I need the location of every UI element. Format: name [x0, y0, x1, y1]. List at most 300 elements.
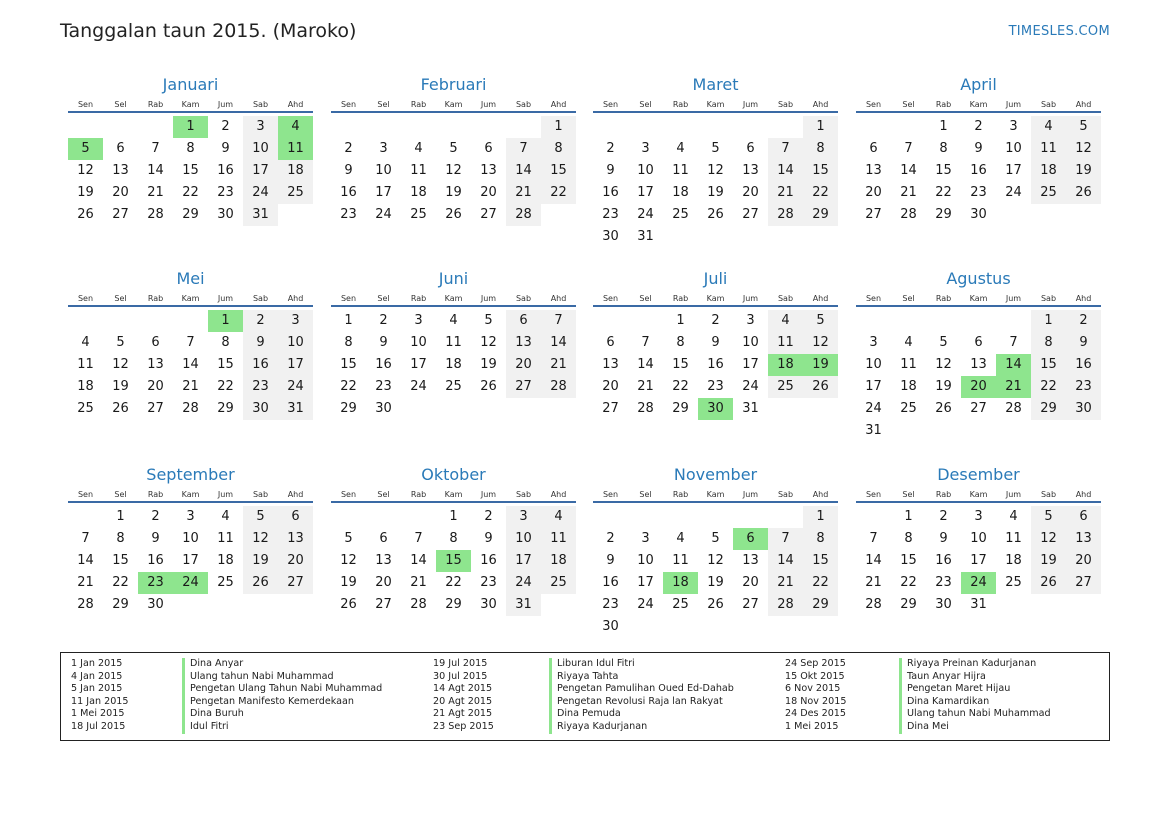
day-cell: 6	[379, 531, 388, 546]
day-cell: 12	[1066, 138, 1101, 160]
day-cell: 4	[81, 335, 90, 350]
day-cell: 19	[243, 550, 278, 572]
day-cell: 6	[484, 141, 493, 156]
weekday-label: Sab	[252, 490, 269, 499]
day-cell: 26	[112, 401, 129, 416]
days-grid	[68, 113, 313, 226]
day-cell: 16	[602, 185, 619, 200]
weekday-label: Sen	[865, 294, 882, 303]
day-cell: 19	[707, 575, 724, 590]
day-cell: 26	[243, 572, 278, 594]
day-cell: 15	[340, 357, 357, 372]
day-cell: 14	[768, 550, 803, 572]
weekday-label: Kam	[444, 294, 463, 303]
day-cell: 20	[278, 550, 313, 572]
weekday-label: Sab	[777, 490, 794, 499]
day-cell: 14	[77, 553, 94, 568]
day-cell: 9	[221, 141, 230, 156]
day-cell: 3	[414, 313, 423, 328]
weekday-label: Rab	[147, 490, 164, 499]
day-cell: 9	[379, 335, 388, 350]
day-cell: 29	[803, 594, 838, 616]
holiday-day-cell: 23	[138, 572, 173, 594]
site-link[interactable]: TIMESLES.COM	[1008, 24, 1110, 39]
month-januari	[68, 73, 313, 226]
day-cell: 6	[278, 506, 313, 528]
day-cell: 21	[410, 575, 427, 590]
weekday-header	[68, 488, 313, 503]
weekday-label: Sel	[377, 100, 390, 109]
holiday-day-cell: 14	[996, 354, 1031, 376]
holiday-date: 20 Agt 2015	[433, 695, 493, 707]
day-cell: 17	[865, 379, 882, 394]
day-cell: 19	[707, 185, 724, 200]
day-cell: 4	[541, 506, 576, 528]
day-cell: 6	[869, 141, 878, 156]
weekday-label: Kam	[181, 100, 200, 109]
empty-cell	[331, 506, 366, 528]
weekday-label: Sab	[777, 100, 794, 109]
holiday-day-cell: 15	[436, 550, 471, 572]
empty-cell	[698, 116, 733, 138]
day-cell: 5	[711, 531, 720, 546]
empty-cell	[401, 116, 436, 138]
day-cell: 9	[243, 332, 278, 354]
weekday-label: Sel	[377, 490, 390, 499]
day-cell: 11	[1005, 531, 1022, 546]
day-cell: 9	[606, 163, 615, 178]
holiday-day-cell: 1	[208, 310, 243, 332]
day-cell: 2	[711, 313, 720, 328]
day-cell: 20	[375, 575, 392, 590]
day-cell: 17	[278, 354, 313, 376]
day-cell: 10	[243, 138, 278, 160]
day-cell: 10	[865, 357, 882, 372]
day-cell: 15	[672, 357, 689, 372]
day-cell: 17	[506, 550, 541, 572]
day-cell: 12	[445, 163, 462, 178]
month-name: Desember	[937, 465, 1020, 484]
month-mei	[68, 267, 313, 420]
weekday-label: Sab	[777, 294, 794, 303]
day-cell: 29	[803, 204, 838, 226]
empty-cell	[593, 310, 628, 332]
day-cell: 17	[637, 185, 654, 200]
month-oktober	[331, 463, 576, 616]
day-cell: 2	[606, 141, 615, 156]
day-cell: 11	[768, 332, 803, 354]
days-grid	[856, 307, 1101, 442]
day-cell: 22	[935, 185, 952, 200]
weekday-label: Jum	[742, 294, 759, 303]
day-cell: 28	[768, 594, 803, 616]
day-cell: 25	[541, 572, 576, 594]
day-cell: 7	[414, 531, 423, 546]
day-cell: 30	[243, 398, 278, 420]
day-cell: 12	[112, 357, 129, 372]
days-grid	[593, 113, 838, 248]
day-cell: 14	[637, 357, 654, 372]
holiday-name: Dina Pemuda	[557, 708, 621, 720]
empty-cell	[103, 116, 138, 138]
holiday-date: 15 Okt 2015	[785, 670, 845, 682]
holiday-date: 1 Jan 2015	[71, 658, 123, 669]
day-cell: 31	[506, 594, 541, 616]
day-cell: 4	[1031, 116, 1066, 138]
holiday-name: Dina Anyar	[190, 658, 244, 669]
empty-cell	[926, 310, 961, 332]
day-cell: 9	[484, 531, 493, 546]
day-cell: 7	[869, 531, 878, 546]
weekday-header	[856, 98, 1101, 113]
day-cell: 23	[935, 575, 952, 590]
holiday-day-cell: 24	[173, 572, 208, 594]
day-cell: 30	[375, 401, 392, 416]
empty-cell	[856, 506, 891, 528]
day-cell: 13	[480, 163, 497, 178]
day-cell: 23	[340, 207, 357, 222]
day-cell: 17	[410, 357, 427, 372]
day-cell: 2	[974, 119, 983, 134]
month-name: Mei	[176, 269, 205, 288]
holiday-name: Riyaya Kadurjanan	[557, 720, 648, 732]
weekday-label: Sel	[114, 100, 127, 109]
weekday-label: Jum	[217, 490, 234, 499]
day-cell: 16	[707, 357, 724, 372]
day-cell: 13	[742, 163, 759, 178]
day-cell: 26	[935, 401, 952, 416]
day-cell: 2	[1066, 310, 1101, 332]
day-cell: 30	[147, 597, 164, 612]
day-cell: 29	[217, 401, 234, 416]
weekday-label: Kam	[706, 100, 725, 109]
day-cell: 23	[480, 575, 497, 590]
day-cell: 13	[112, 163, 129, 178]
day-cell: 14	[506, 160, 541, 182]
day-cell: 7	[81, 531, 90, 546]
day-cell: 28	[410, 597, 427, 612]
day-cell: 4	[449, 313, 458, 328]
day-cell: 28	[1005, 401, 1022, 416]
day-cell: 13	[375, 553, 392, 568]
weekday-header	[331, 292, 576, 307]
day-cell: 26	[803, 376, 838, 398]
day-cell: 1	[344, 313, 353, 328]
weekday-label: Jum	[217, 100, 234, 109]
day-cell: 21	[637, 379, 654, 394]
holiday-date: 24 Des 2015	[785, 708, 847, 720]
empty-cell	[68, 116, 103, 138]
weekday-label: Rab	[672, 294, 689, 303]
day-cell: 10	[1005, 141, 1022, 156]
empty-cell	[506, 116, 541, 138]
holiday-date: 18 Jul 2015	[71, 720, 126, 732]
holiday-name: Pengetan Pamulihan Oued Ed-Dahab	[557, 683, 734, 695]
day-cell: 21	[506, 182, 541, 204]
holiday-name: Riyaya Tahta	[557, 670, 619, 682]
holiday-date: 5 Jan 2015	[71, 683, 123, 695]
day-cell: 29	[112, 597, 129, 612]
day-cell: 8	[116, 531, 125, 546]
holiday-day-cell: 18	[768, 354, 803, 376]
day-cell: 5	[1066, 116, 1101, 138]
weekday-label: Sab	[252, 100, 269, 109]
day-cell: 22	[672, 379, 689, 394]
day-cell: 17	[637, 575, 654, 590]
month-name: Agustus	[946, 269, 1011, 288]
day-cell: 29	[672, 401, 689, 416]
empty-cell	[471, 116, 506, 138]
day-cell: 24	[742, 379, 759, 394]
day-cell: 18	[217, 553, 234, 568]
holiday-name: Ulang tahun Nabi Muhammad	[190, 670, 334, 682]
weekday-label: Rab	[410, 294, 427, 303]
weekday-label: Ahd	[1075, 294, 1092, 303]
weekday-label: Sel	[639, 294, 652, 303]
weekday-header	[593, 98, 838, 113]
day-cell: 10	[637, 163, 654, 178]
day-cell: 6	[116, 141, 125, 156]
weekday-label: Jum	[742, 100, 759, 109]
weekday-label: Sel	[902, 294, 915, 303]
month-desember	[856, 463, 1101, 616]
day-cell: 12	[77, 163, 94, 178]
day-cell: 16	[935, 553, 952, 568]
days-grid	[68, 503, 313, 616]
empty-cell	[698, 506, 733, 528]
days-grid	[331, 113, 576, 226]
month-name: Juli	[703, 269, 728, 288]
day-cell: 18	[900, 379, 917, 394]
month-juli	[593, 267, 838, 420]
day-cell: 21	[768, 182, 803, 204]
day-cell: 7	[541, 310, 576, 332]
weekday-label: Sel	[639, 490, 652, 499]
month-name: Januari	[162, 75, 219, 94]
month-name: April	[960, 75, 997, 94]
day-cell: 10	[506, 528, 541, 550]
weekday-label: Kam	[181, 294, 200, 303]
day-cell: 15	[803, 550, 838, 572]
empty-cell	[733, 506, 768, 528]
day-cell: 30	[970, 207, 987, 222]
day-cell: 3	[506, 506, 541, 528]
day-cell: 22	[182, 185, 199, 200]
day-cell: 5	[116, 335, 125, 350]
empty-cell	[961, 310, 996, 332]
day-cell: 3	[278, 310, 313, 332]
day-cell: 24	[637, 597, 654, 612]
empty-cell	[68, 310, 103, 332]
month-september	[68, 463, 313, 616]
day-cell: 25	[217, 575, 234, 590]
weekday-label: Jum	[480, 490, 497, 499]
day-cell: 2	[344, 141, 353, 156]
day-cell: 14	[768, 160, 803, 182]
weekday-label: Kam	[444, 100, 463, 109]
day-cell: 12	[707, 553, 724, 568]
day-cell: 28	[541, 376, 576, 398]
day-cell: 18	[77, 379, 94, 394]
day-cell: 4	[221, 509, 230, 524]
day-cell: 4	[1009, 509, 1018, 524]
day-cell: 1	[939, 119, 948, 134]
weekday-label: Ahd	[287, 100, 304, 109]
day-cell: 28	[900, 207, 917, 222]
day-cell: 30	[602, 619, 619, 634]
day-cell: 19	[77, 185, 94, 200]
day-cell: 9	[974, 141, 983, 156]
holiday-day-cell: 24	[961, 572, 996, 594]
holiday-name: Idul Fitri	[190, 720, 229, 732]
month-name: Juni	[438, 269, 469, 288]
day-cell: 22	[445, 575, 462, 590]
day-cell: 19	[445, 185, 462, 200]
day-cell: 7	[768, 138, 803, 160]
weekday-label: Sen	[602, 294, 619, 303]
weekday-label: Sab	[515, 490, 532, 499]
day-cell: 7	[506, 138, 541, 160]
day-cell: 8	[186, 141, 195, 156]
day-cell: 26	[1066, 182, 1101, 204]
day-cell: 1	[803, 506, 838, 528]
day-cell: 25	[410, 207, 427, 222]
day-cell: 2	[939, 509, 948, 524]
day-cell: 8	[803, 528, 838, 550]
day-cell: 17	[182, 553, 199, 568]
day-cell: 30	[217, 207, 234, 222]
empty-cell	[401, 506, 436, 528]
day-cell: 3	[974, 509, 983, 524]
holiday-date: 1 Mei 2015	[785, 720, 839, 732]
day-cell: 7	[186, 335, 195, 350]
day-cell: 26	[340, 597, 357, 612]
day-cell: 16	[217, 163, 234, 178]
day-cell: 15	[803, 160, 838, 182]
day-cell: 23	[970, 185, 987, 200]
day-cell: 17	[970, 553, 987, 568]
day-cell: 15	[182, 163, 199, 178]
day-cell: 26	[707, 207, 724, 222]
day-cell: 9	[1066, 332, 1101, 354]
holiday-day-cell: 21	[996, 376, 1031, 398]
day-cell: 5	[484, 313, 493, 328]
weekday-label: Ahd	[1075, 100, 1092, 109]
day-cell: 12	[243, 528, 278, 550]
days-grid	[593, 307, 838, 420]
day-cell: 13	[147, 357, 164, 372]
day-cell: 11	[672, 163, 689, 178]
weekday-label: Sab	[1040, 490, 1057, 499]
weekday-label: Kam	[969, 490, 988, 499]
day-cell: 18	[1031, 160, 1066, 182]
day-cell: 21	[541, 354, 576, 376]
weekday-label: Rab	[935, 490, 952, 499]
day-cell: 19	[935, 379, 952, 394]
weekday-label: Sel	[639, 100, 652, 109]
empty-cell	[331, 116, 366, 138]
day-cell: 30	[602, 229, 619, 244]
day-cell: 27	[742, 597, 759, 612]
holiday-day-cell: 6	[733, 528, 768, 550]
day-cell: 6	[506, 310, 541, 332]
day-cell: 9	[151, 531, 160, 546]
legend-names	[182, 658, 382, 734]
day-cell: 3	[186, 509, 195, 524]
day-cell: 1	[541, 116, 576, 138]
day-cell: 15	[900, 553, 917, 568]
weekday-label: Ahd	[550, 294, 567, 303]
day-cell: 14	[541, 332, 576, 354]
day-cell: 25	[768, 376, 803, 398]
day-cell: 29	[182, 207, 199, 222]
day-cell: 28	[77, 597, 94, 612]
weekday-label: Ahd	[550, 100, 567, 109]
day-cell: 8	[1031, 332, 1066, 354]
holiday-name: Taun Anyar Hijra	[907, 670, 986, 682]
day-cell: 16	[1066, 354, 1101, 376]
empty-cell	[768, 116, 803, 138]
weekday-header	[331, 98, 576, 113]
day-cell: 18	[1005, 553, 1022, 568]
day-cell: 12	[480, 335, 497, 350]
day-cell: 15	[541, 160, 576, 182]
day-cell: 27	[506, 376, 541, 398]
day-cell: 24	[506, 572, 541, 594]
month-april	[856, 73, 1101, 226]
day-cell: 10	[375, 163, 392, 178]
weekday-label: Jum	[480, 294, 497, 303]
weekday-label: Rab	[935, 100, 952, 109]
weekday-label: Ahd	[287, 294, 304, 303]
day-cell: 30	[935, 597, 952, 612]
month-agustus	[856, 267, 1101, 442]
day-cell: 5	[243, 506, 278, 528]
day-cell: 1	[116, 509, 125, 524]
day-cell: 9	[606, 553, 615, 568]
day-cell: 6	[974, 335, 983, 350]
month-name: Februari	[420, 75, 487, 94]
weekday-label: Rab	[672, 490, 689, 499]
month-name: September	[146, 465, 235, 484]
day-cell: 29	[900, 597, 917, 612]
weekday-label: Jum	[742, 490, 759, 499]
day-cell: 31	[637, 229, 654, 244]
holiday-date: 19 Jul 2015	[433, 658, 488, 669]
day-cell: 5	[711, 141, 720, 156]
day-cell: 12	[340, 553, 357, 568]
day-cell: 23	[375, 379, 392, 394]
day-cell: 1	[904, 509, 913, 524]
day-cell: 8	[344, 335, 353, 350]
day-cell: 16	[602, 575, 619, 590]
day-cell: 14	[410, 553, 427, 568]
day-cell: 27	[278, 572, 313, 594]
day-cell: 25	[1031, 182, 1066, 204]
weekday-label: Sel	[114, 294, 127, 303]
day-cell: 16	[480, 553, 497, 568]
holiday-day-cell: 1	[173, 116, 208, 138]
day-cell: 20	[602, 379, 619, 394]
holiday-name: Dina Mei	[907, 720, 949, 732]
weekday-label: Kam	[969, 294, 988, 303]
weekday-label: Rab	[410, 490, 427, 499]
day-cell: 11	[410, 163, 427, 178]
holiday-date: 23 Sep 2015	[433, 720, 494, 732]
day-cell: 31	[865, 423, 882, 438]
holiday-name: Pengetan Manifesto Kemerdekaan	[190, 695, 355, 707]
month-november	[593, 463, 838, 638]
